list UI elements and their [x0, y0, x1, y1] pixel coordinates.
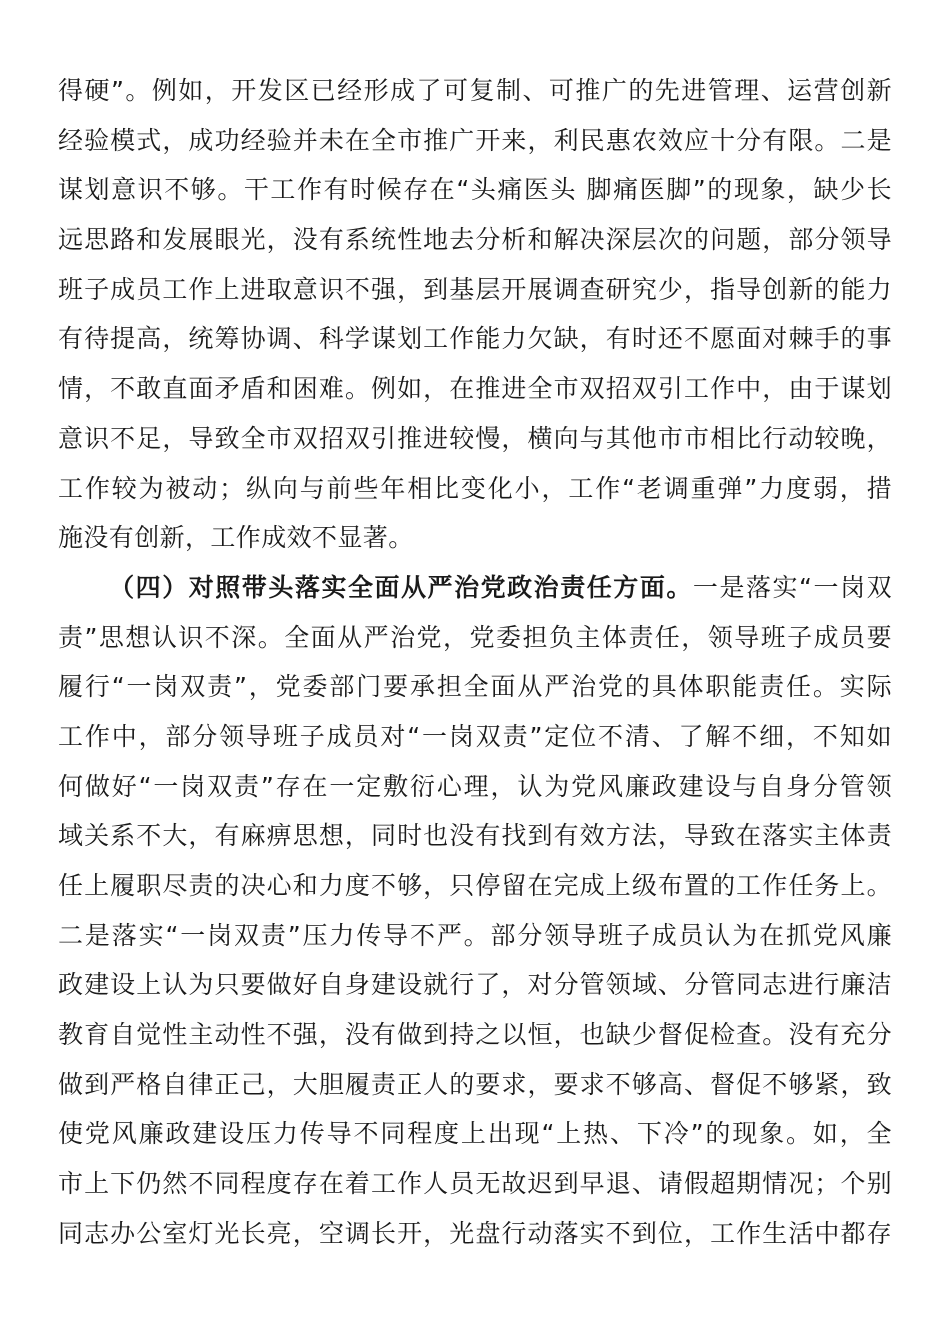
paragraph-line: 任上履职尽责的决心和力度不够，只停留在完成上级布置的工作任务上。: [58, 871, 892, 900]
paragraph-line: 情，不敢直面矛盾和困难。例如，在推进全市双招双引工作中，由于谋划: [58, 374, 892, 404]
paragraph-line: 谋划意识不够。干工作有时候存在“头痛医头 脚痛医脚”的现象，缺少长: [58, 175, 892, 205]
paragraph-line-last: 施没有创新，工作成效不显著。: [58, 523, 414, 553]
paragraph-line: 意识不足，导致全市双招双引推进较慢，横向与其他市市相比行动较晚，: [58, 423, 892, 453]
paragraph-line: 二是落实“一岗双责”压力传导不严。部分领导班子成员认为在抓党风廉: [58, 920, 892, 950]
paragraph-line: 使党风廉政建设压力传导不同程度上出现“上热、下冷”的现象。如，全: [58, 1119, 892, 1149]
paragraph-line: 工作较为被动；纵向与前些年相比变化小，工作“老调重弹”力度弱，措: [58, 473, 892, 503]
paragraph-line: 同志办公室灯光长亮，空调长开，光盘行动落实不到位，工作生活中都存: [58, 1218, 892, 1248]
paragraph-line: 政建设上认为只要做好自身建设就行了，对分管领域、分管同志进行廉洁: [58, 970, 892, 1000]
paragraph-line: 有待提高，统筹协调、科学谋划工作能力欠缺，有时还不愿面对棘手的事: [58, 324, 892, 354]
paragraph-line: 做到严格自律正己，大胆履责正人的要求，要求不够高、督促不够紧，致: [58, 1069, 892, 1099]
paragraph-line: 得硬”。例如，开发区已经形成了可复制、可推广的先进管理、运营创新: [58, 76, 892, 105]
paragraph-line: 经验模式，成功经验并未在全市推广开来，利民惠农效应十分有限。二是: [58, 125, 892, 155]
paragraph-line: 市上下仍然不同程度存在着工作人员无故迟到早退、请假超期情况；个别: [58, 1169, 892, 1199]
paragraph-line: 工作中，部分领导班子成员对“一岗双责”定位不清、了解不细，不知如: [58, 721, 892, 751]
paragraph-line: 教育自觉性主动性不强，没有做到持之以恒，也缺少督促检查。没有充分: [58, 1020, 892, 1050]
paragraph-line: 责”思想认识不深。全面从严治党，党委担负主体责任，领导班子成员要: [58, 622, 892, 652]
section-4-first-line: [58, 563, 892, 613]
section-4-heading: （四）对照带头落实全面从严治党政治责任方面。: [108, 572, 693, 602]
paragraph-line: 远思路和发展眼光，没有系统性地去分析和解决深层次的问题，部分领导: [58, 225, 892, 255]
paragraph-line: 域关系不大，有麻痹思想，同时也没有找到有效方法，导致在落实主体责: [58, 821, 892, 851]
document-body: [58, 66, 892, 1259]
paragraph-line: 何做好“一岗双责”存在一定敷衍心理，认为党风廉政建设与自身分管领: [58, 771, 892, 801]
paragraph-line: 履行“一岗双责”，党委部门要承担全面从严治党的具体职能责任。实际: [58, 672, 892, 702]
section-4-first-line-tail: 一是落实“一岗双: [692, 572, 892, 602]
paragraph-line: 班子成员工作上进取意识不强，到基层开展调查研究少，指导创新的能力: [58, 274, 892, 304]
